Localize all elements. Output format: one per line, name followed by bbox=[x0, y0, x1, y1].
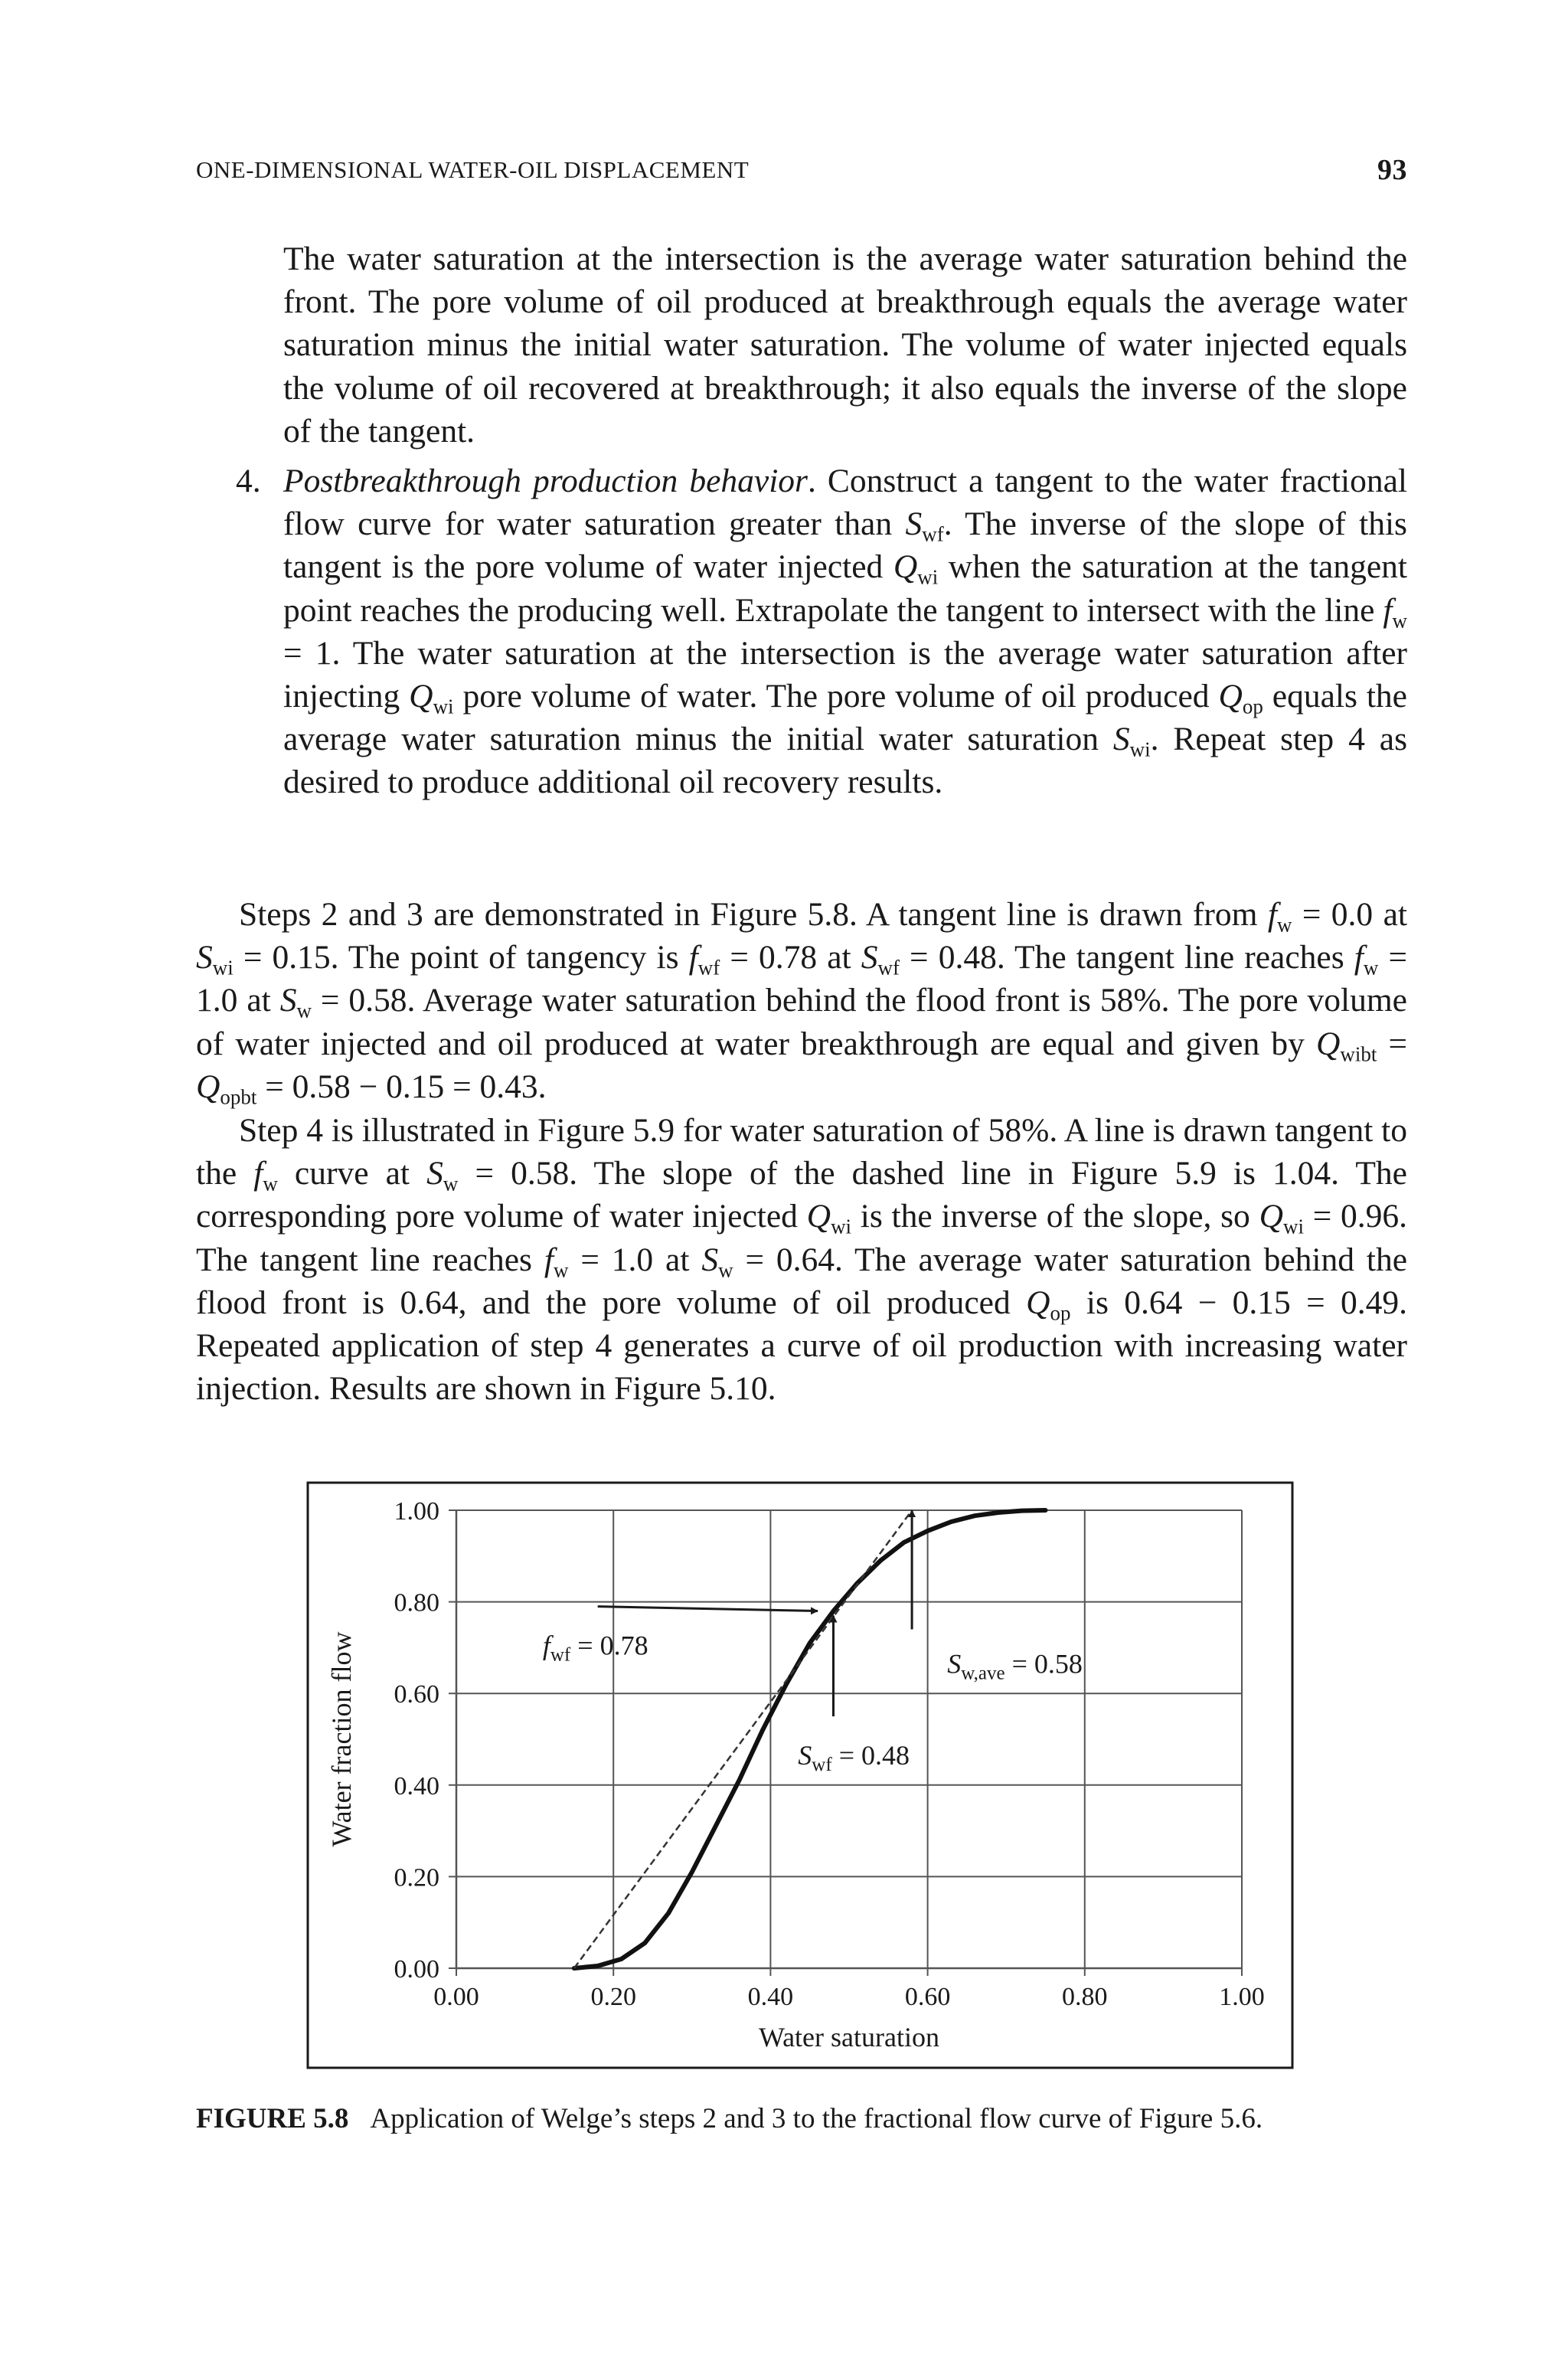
x-tick-label: 0.20 bbox=[590, 1983, 636, 2011]
paragraph-steps-2-3-text: Steps 2 and 3 are demonstrated in Figure 5.8. A tangent line is drawn from $f_w = 0.0$ at $S_{wi} = 0.15$. The point of tangency is $f_{wf} = 0.78$ at $S_{wf} = 0.48$. The tangent line reaches $f_w = 1.0$ at $S_w = 0.58$. Average water saturation behind the flood front is 58%. The pore volume of water injected and oil produced at water breakthrough are equal and given by $Q_{wibt} = Q_{opbt} = 0.58 - 0.15 = 0.43$. bbox=[196, 896, 1407, 1109]
x-tick-label: 0.80 bbox=[1062, 1983, 1108, 2011]
x-tick-label: 1.00 bbox=[1219, 1983, 1265, 2011]
step4-item bbox=[196, 460, 1407, 804]
x-axis-title: Water saturation bbox=[758, 2022, 940, 2052]
figure-label: FIGURE 5.8 bbox=[196, 2103, 349, 2134]
y-tick-label: 1.00 bbox=[394, 1497, 439, 1526]
page-number: 93 bbox=[1377, 154, 1407, 186]
y-tick-label: 0.80 bbox=[394, 1588, 439, 1617]
figure-caption bbox=[196, 2100, 1407, 2138]
running-head bbox=[196, 156, 1407, 184]
x-tick-label: 0.40 bbox=[747, 1983, 794, 2011]
y-axis-title: Water fraction flow bbox=[326, 1631, 357, 1847]
y-tick-label: 0.00 bbox=[394, 1955, 439, 1984]
y-tick-label: 0.60 bbox=[394, 1680, 439, 1709]
swave-annotation-label: $S_{w,ave} = 0.58$ bbox=[947, 1648, 1083, 1684]
step3-continuation-text: The water saturation at the intersection is the average water saturation behind the front. The pore volume of oil produced at breakthrough equals the average water saturation minus the initial water saturation. The volume of water injected equals the volume of oil recovered at breakthrough; it also equals the inverse of the slope of the tangent. bbox=[283, 240, 1407, 450]
step4-title: Postbreakthrough production behavior bbox=[283, 463, 808, 499]
x-tick-label: 0.60 bbox=[904, 1983, 951, 2011]
step3-continuation bbox=[196, 237, 1407, 453]
swf-annotation-label: $S_{wf} = 0.48$ bbox=[798, 1739, 910, 1775]
paragraph-step-4-text: Step 4 is illustrated in Figure 5.9 for water saturation of 58%. A line is drawn tangent to the $f_w$ curve at $S_w = 0.58$. The slope of the dashed line in Figure 5.9 is 1.04. The corresponding pore volume of water injected $Q_{wi}$ is the inverse of the slope, so $Q_{wi} = 0.96$. The tangent line reaches $f_w = 1.0$ at $S_w = 0.64$. The average water saturation behind the flood front is 0.64, and the pore volume of oil produced $Q_{op}$ is 0.64 − 0.15 = 0.49. Repeated application of step 4 generates a curve of oil production with increasing water injection. Results are shown in Figure 5.10. bbox=[196, 1112, 1407, 1408]
fractional-flow-chart bbox=[306, 1481, 1294, 2069]
running-title: ONE-DIMENSIONAL WATER-OIL DISPLACEMENT bbox=[196, 156, 750, 183]
x-tick-label: 0.00 bbox=[433, 1983, 479, 2011]
figure-caption-text: Application of Welge’s steps 2 and 3 to the fractional flow curve of Figure 5.6. bbox=[370, 2103, 1263, 2134]
y-tick-label: 0.20 bbox=[394, 1863, 439, 1892]
paragraph-step-4 bbox=[196, 1109, 1407, 1410]
step4-number: 4. bbox=[236, 463, 261, 499]
y-tick-label: 0.40 bbox=[394, 1771, 439, 1801]
step4-text: Postbreakthrough production behavior. Construct a tangent to the water fractional flow curve for water saturation greater than $S_{wf}$. The inverse of the slope of this tangent is the pore volume of water injected $Q_{wi}$ when the saturation at the tangent point reaches the producing well. Extrapolate the tangent to intersect with the line $f_w = 1$. The water saturation at the intersection is the average water saturation after injecting $Q_{wi}$ pore volume of water. The pore volume of oil produced $Q_{op}$ equals the average water saturation minus the initial water saturation $S_{wi}$. Repeat step 4 as desired to produce additional oil recovery results. bbox=[283, 463, 1408, 801]
figure-5-8 bbox=[306, 1481, 1294, 2069]
paragraph-steps-2-3 bbox=[196, 893, 1407, 1108]
fwf-annotation-label: $f_{wf} = 0.78$ bbox=[542, 1630, 648, 1666]
